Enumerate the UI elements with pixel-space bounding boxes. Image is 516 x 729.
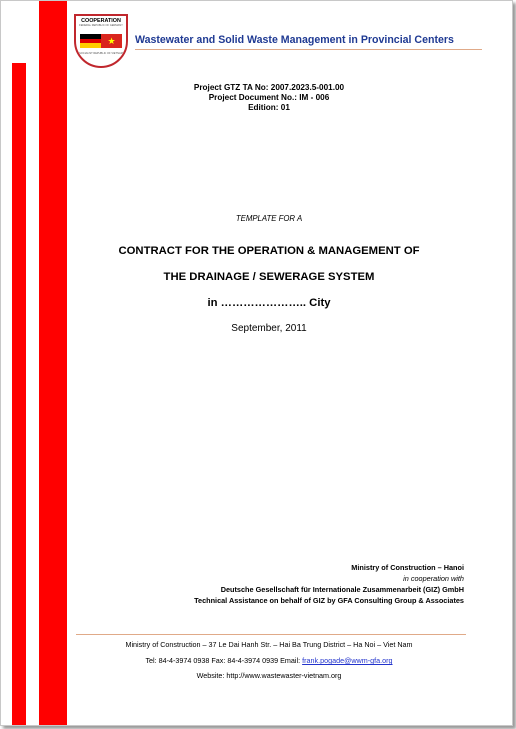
giz-name: Deutsche Gesellschaft für Internationale Zusammenarbeit (GIZ) GmbH <box>220 585 464 594</box>
german-flag-icon <box>80 34 101 48</box>
footer-contact <box>67 656 471 665</box>
contract-title-line2: THE DRAINAGE / SEWERAGE SYSTEM <box>163 271 375 283</box>
header-title: Wastewater and Solid Waste Management in Provincial Centers <box>135 34 454 46</box>
header-divider <box>135 49 482 50</box>
footer-website[interactable]: Website: http://www.wastewaster-vietnam.org <box>196 671 342 680</box>
ministry-name: Ministry of Construction – Hanoi <box>351 563 464 572</box>
ministry-block <box>194 562 464 606</box>
footer-divider <box>76 634 466 635</box>
logo-top-text: COOPERATION <box>81 18 121 24</box>
cooperation-logo <box>74 14 128 68</box>
project-ta-number: Project GTZ TA No: 2007.2023.5-001.00 <box>193 83 345 92</box>
right-red-stripe <box>39 1 67 725</box>
project-document-number: Project Document No.: IM - 006 <box>208 93 330 102</box>
project-info <box>101 83 437 113</box>
logo-sub-text: FEDERAL REPUBLIC OF GERMANY <box>79 24 123 27</box>
left-red-stripe <box>12 63 26 725</box>
cooperation-note: in cooperation with <box>403 574 464 583</box>
vietnam-flag-icon: ★ <box>101 34 122 48</box>
document-date: September, 2011 <box>231 323 307 334</box>
logo-bottom-text: SOCIALIST REPUBLIC OF VIETNAM <box>79 52 123 55</box>
technical-assistance: Technical Assistance on behalf of GIZ by GFA Consulting Group & Associates <box>194 596 464 605</box>
footer-address: Ministry of Construction – 37 Le Dai Hanh Str. – Hai Ba Trung District – Ha Noi – Viet Nam <box>125 640 413 649</box>
contract-title-line3: in ………………….. City <box>207 297 331 309</box>
contract-title-line1: CONTRACT FOR THE OPERATION & MANAGEMENT OF <box>118 245 420 257</box>
project-edition: Edition: 01 <box>248 103 290 112</box>
template-label: TEMPLATE FOR A <box>235 214 303 223</box>
footer-tel-fax: Tel: 84-4-3974 0938 Fax: 84-4-3974 0939 Email: <box>145 656 303 665</box>
email-link[interactable]: frank.pogade@wwm-gfa.org <box>302 656 393 665</box>
